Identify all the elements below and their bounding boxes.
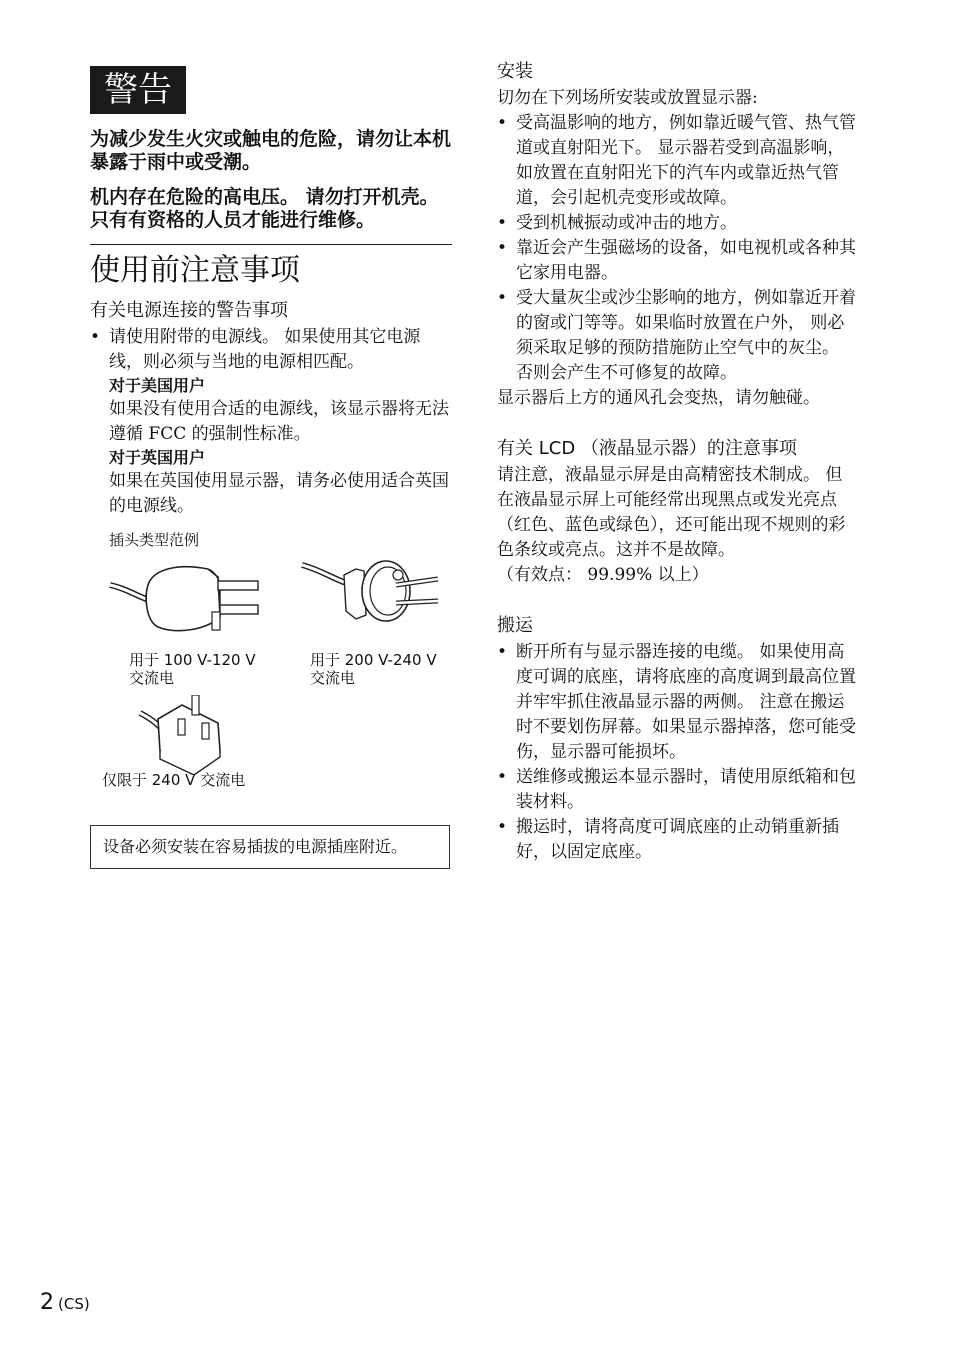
- us-users-heading: 对于美国用户: [109, 376, 206, 395]
- power-list: [90, 325, 452, 375]
- left-column: [90, 66, 452, 869]
- plug2-caption-line2: 交流电: [310, 669, 356, 687]
- section-divider: [90, 244, 452, 245]
- transport-list: [497, 640, 857, 865]
- page-number: 2: [40, 1290, 54, 1315]
- transport-heading: 搬运: [497, 615, 533, 636]
- plug-examples-title: 插头类型范例: [109, 531, 200, 549]
- warning-paragraph-1: 为减少发生火灾或触电的危险，请勿让本机暴露于雨中或受潮。: [90, 128, 452, 173]
- right-column: [497, 60, 857, 865]
- transport-item-1: • 断开所有与显示器连接的电缆。 如果使用高度可调的底座，请将底座的高度调到最高位置并牢牢抓住液晶显示器的两侧。 注意在搬运时不要划伤屏幕。如果显示器掉落，您可能受伤，显示器可能损坏。: [497, 640, 857, 765]
- install-item-4: • 受大量灰尘或沙尘影响的地方，例如靠近开着的窗或门等等。如果临时放置在户外， 则必须采取足够的预防措施防止空气中的灰尘。 否则会产生不可修复的故障。: [497, 286, 857, 386]
- install-list: [497, 111, 857, 386]
- transport-item-3: • 搬运时，请将高度可调底座的止动销重新插好，以固定底座。: [497, 815, 857, 865]
- precautions-title: 使用前注意事项: [90, 253, 300, 288]
- install-intro: 切勿在下列场所安装或放置显示器:: [497, 88, 758, 108]
- uk-users-text: 如果在英国使用显示器，请务必使用适合英国的电源线。: [109, 471, 449, 516]
- power-heading: 有关电源连接的警告事项: [90, 300, 288, 321]
- plug-examples: [90, 529, 452, 789]
- page-code: (CS): [58, 1295, 90, 1313]
- uk-users-heading: 对于英国用户: [109, 448, 206, 467]
- us-plug-illustration: [108, 557, 268, 642]
- us-users-text: 如果没有使用合适的电源线，该显示器将无法遵循 FCC 的强制性标准。: [109, 399, 449, 444]
- install-item-3: • 靠近会产生强磁场的设备，如电视机或各种其它家用电器。: [497, 236, 857, 286]
- eu-plug-illustration: [300, 549, 460, 634]
- transport-item-2: • 送维修或搬运本显示器时，请使用原纸箱和包装材料。: [497, 765, 857, 815]
- plug2-caption-line1: 用于 200 V-240 V: [310, 651, 437, 669]
- plug1-caption-line2: 交流电: [129, 669, 175, 687]
- outlet-note-box: 设备必须安装在容易插拔的电源插座附近。: [90, 825, 450, 869]
- install-item-1: • 受高温影响的地方，例如靠近暖气管、热气管道或直射阳光下。 显示器若受到高温影响，如放置在直射阳光下的汽车内或靠近热气管道，会引起机壳变形或故障。: [497, 111, 857, 211]
- vent-warning: 显示器后上方的通风孔会变热，请勿触碰。: [497, 388, 820, 408]
- lcd-effective-pixels: （有效点： 99.99% 以上）: [497, 565, 709, 585]
- lcd-heading: 有关 LCD （液晶显示器）的注意事项: [497, 438, 797, 459]
- install-heading: 安装: [497, 61, 533, 82]
- warning-paragraph-2: 机内存在危险的高电压。 请勿打开机壳。 只有有资格的人员才能进行维修。: [90, 186, 439, 231]
- warning-title: 警告: [90, 66, 186, 114]
- plug3-caption: 仅限于 240 V 交流电: [102, 771, 246, 789]
- power-list-item: • 请使用附带的电源线。 如果使用其它电源线，则必须与当地的电源相匹配。: [90, 325, 452, 375]
- uk-plug-illustration: [138, 695, 228, 775]
- page-footer: [40, 1290, 90, 1315]
- install-item-2: • 受到机械振动或冲击的地方。: [497, 211, 857, 236]
- plug1-caption-line1: 用于 100 V-120 V: [129, 651, 256, 669]
- lcd-text: 请注意，液晶显示屏是由高精密技术制成。 但在液晶显示屏上可能经常出现黑点或发光亮点 （红色、蓝色或绿色），还可能出现不规则的彩色条纹或亮点。这并不是故障。: [497, 465, 846, 560]
